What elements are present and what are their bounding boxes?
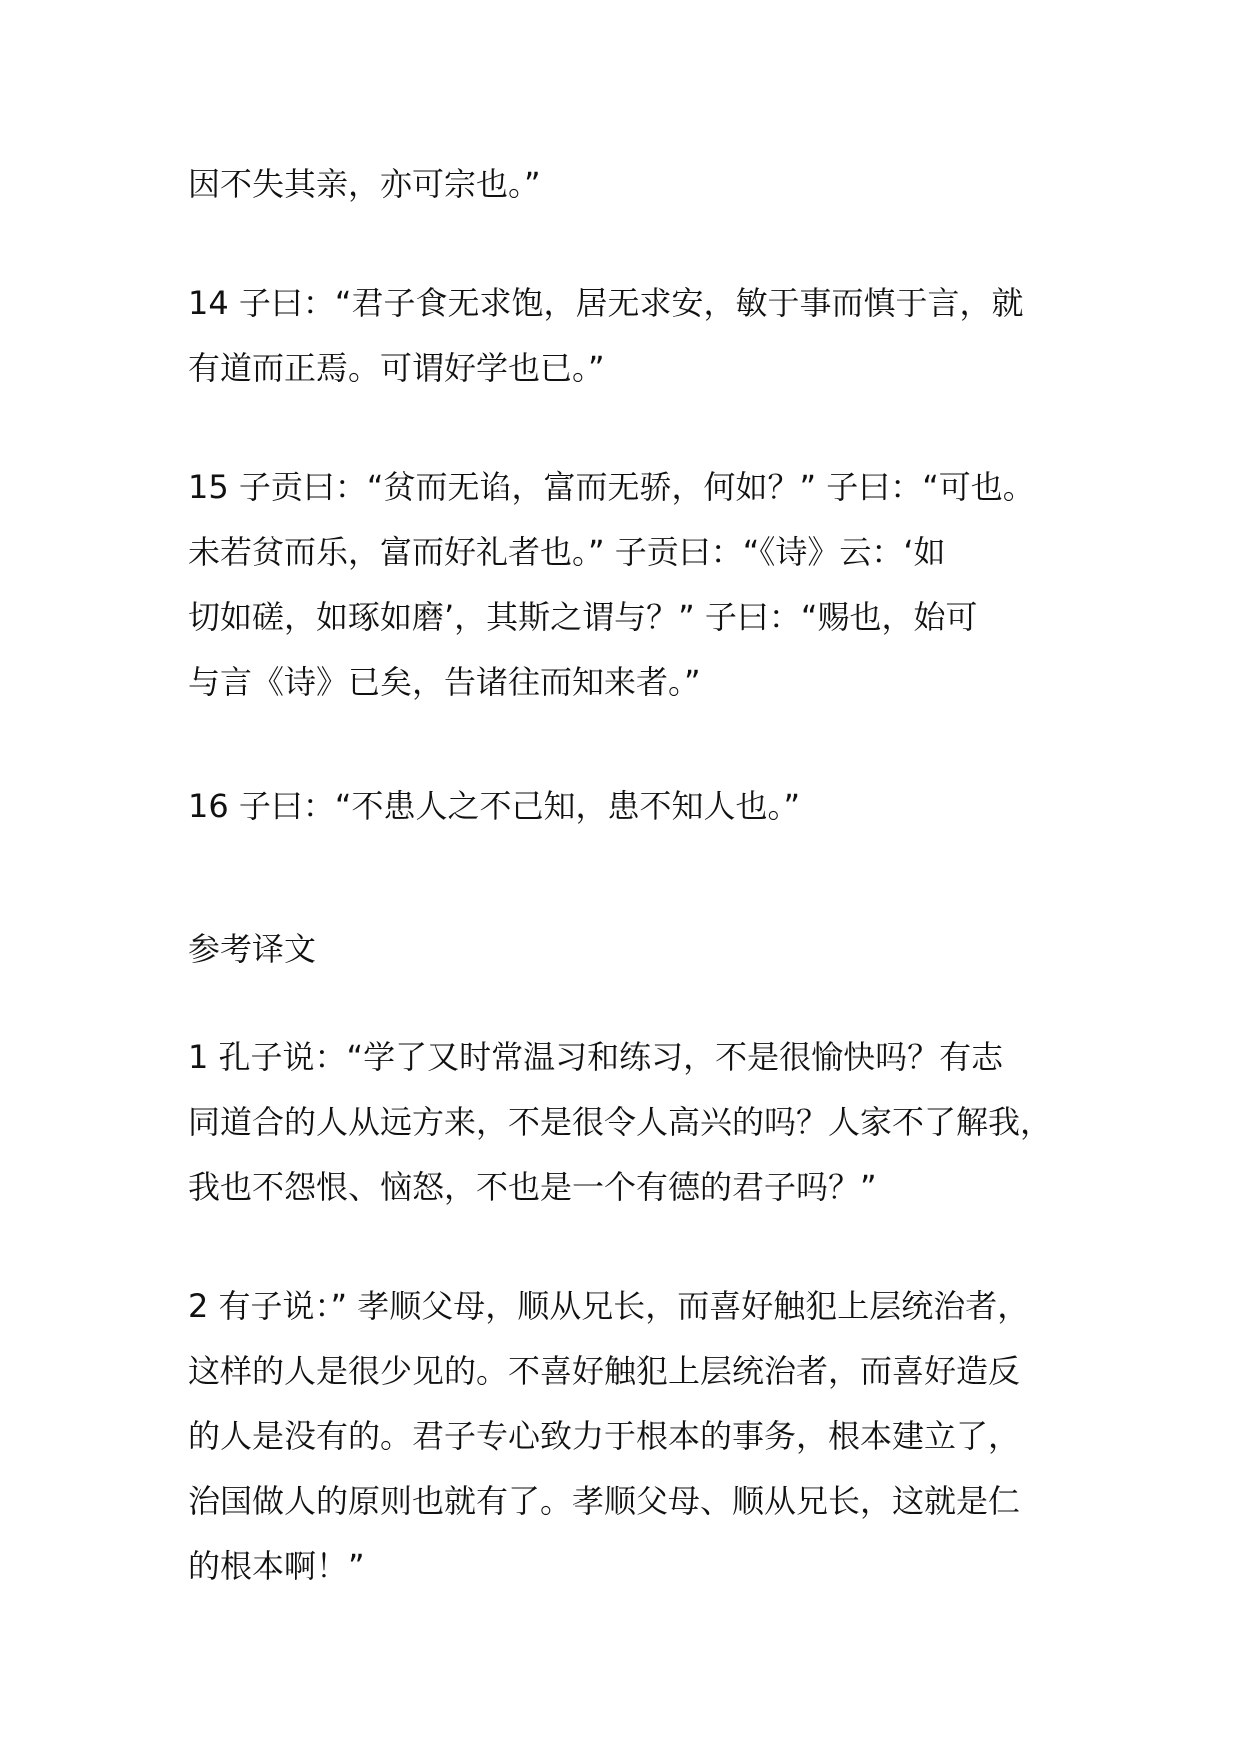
paragraph-continuation [188, 152, 1068, 217]
text-line: 这样的人是很少见的。不喜好触犯上层统治者，而喜好造反 [188, 1352, 1021, 1390]
text-line: 14 子曰：“君子食无求饱，居无求安，敏于事而慎于言，就 [188, 284, 1024, 322]
paragraph-verse-15 [188, 455, 1068, 715]
text-line: 16 子曰：“不患人之不己知，患不知人也。” [188, 787, 801, 825]
text-line: 有道而正焉。可谓好学也已。” [188, 349, 605, 387]
text-line: 的根本啊！” [188, 1547, 365, 1585]
text-line: 的人是没有的。君子专心致力于根本的事务，根本建立了， [188, 1417, 1021, 1455]
text-line: 15 子贡曰：“贫而无谄，富而无骄，何如？” 子曰：“可也。 [188, 468, 1035, 506]
text-line: 同道合的人从远方来，不是很令人高兴的吗？人家不了解我， [188, 1103, 1053, 1141]
text-line: 与言《诗》已矣，告诸往而知来者。” [188, 663, 701, 701]
text-line: 未若贫而乐，富而好礼者也。” 子贡曰：“《诗》云：‘如 [188, 533, 946, 571]
paragraph-translation-1 [188, 1025, 1068, 1220]
text-line: 因不失其亲，亦可宗也。” [188, 165, 541, 203]
text-line: 我也不怨恨、恼怒，不也是一个有德的君子吗？” [188, 1168, 877, 1206]
section-heading [188, 917, 1068, 982]
paragraph-verse-14 [188, 271, 1068, 401]
paragraph-translation-2 [188, 1274, 1068, 1599]
heading-text: 参考译文 [188, 930, 317, 968]
text-line: 2 有子说：” 孝顺父母，顺从兄长，而喜好触犯上层统治者， [188, 1287, 1030, 1325]
paragraph-verse-16 [188, 774, 1068, 839]
text-line: 1 孔子说：“学了又时常温习和练习，不是很愉快吗？有志 [188, 1038, 1004, 1076]
text-line: 切如磋，如琢如磨’，其斯之谓与？” 子曰：“赐也，始可 [188, 598, 978, 636]
text-line: 治国做人的原则也就有了。孝顺父母、顺从兄长，这就是仁 [188, 1482, 1021, 1520]
